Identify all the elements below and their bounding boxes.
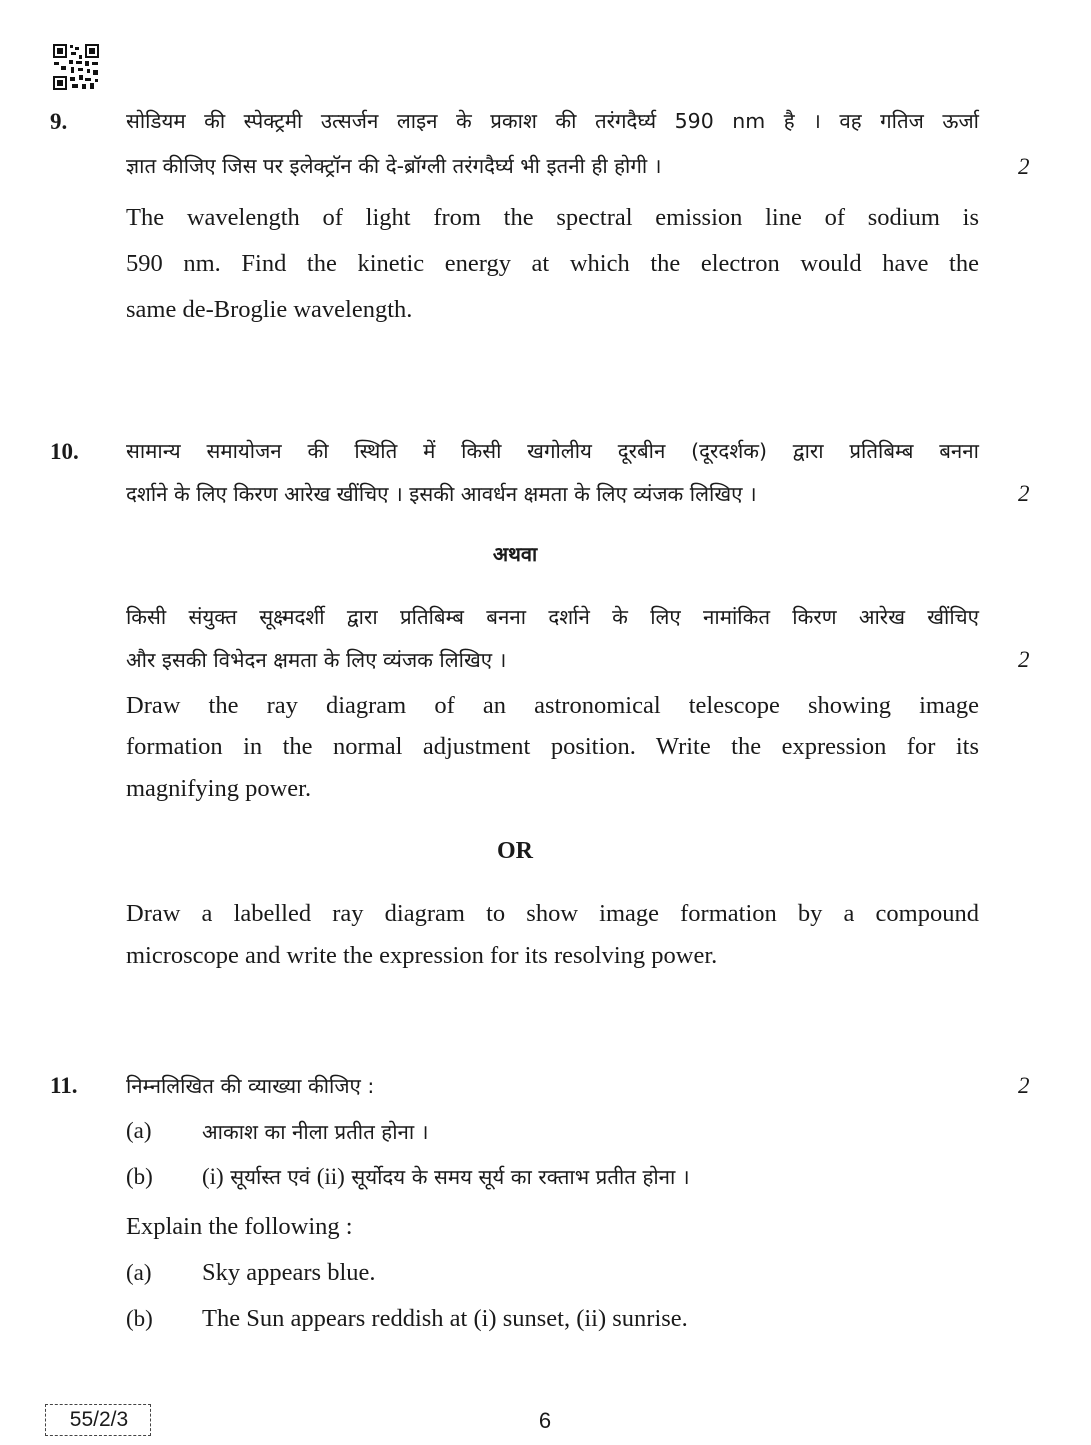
sub-part-text-english: Sky appears blue. xyxy=(202,1259,376,1286)
question-text-hindi: सोडियम की स्पेक्ट्रमी उत्सर्जन लाइन के प्रकाश की तरंगदैर्घ्य 590 nm है । वह गतिज ऊर्जा xyxy=(126,109,979,133)
question-text-hindi: और इसकी विभेदन क्षमता के लिए व्यंजक लिखिए । xyxy=(126,648,507,672)
question-number: 11. xyxy=(50,1073,78,1098)
marks: 2 xyxy=(1018,647,1030,672)
marks: 2 xyxy=(1018,481,1030,506)
sub-part-text-english: The Sun appears reddish at (i) sunset, (ii) sunrise. xyxy=(202,1305,688,1332)
question-text-english: microscope and write the expression for its resolving power. xyxy=(126,942,718,969)
qr-code-icon xyxy=(52,43,100,91)
question-text-english: magnifying power. xyxy=(126,775,312,802)
question-text-english: 590 nm. Find the kinetic energy at which the electron would have the xyxy=(126,250,979,277)
paper-code: 55/2/3 xyxy=(69,1408,129,1431)
paper-code-box xyxy=(45,1404,151,1436)
question-text-english: same de-Broglie wavelength. xyxy=(126,296,413,323)
sub-part-text-hindi xyxy=(202,1163,690,1191)
sub-part-label: (a) xyxy=(126,1260,152,1285)
or-divider-hindi: अथवा xyxy=(492,542,538,566)
question-number: 10. xyxy=(50,439,79,464)
question-text-english: Explain the following : xyxy=(126,1213,353,1240)
question-text-hindi: ज्ञात कीजिए जिस पर इलेक्ट्रॉन की दे-ब्रॉग्ली तरंगदैर्घ्य भी इतनी ही होगी । xyxy=(126,154,662,178)
question-text-hindi: किसी संयुक्त सूक्ष्मदर्शी द्वारा प्रतिबिम्ब बनना दर्शाने के लिए नामांकित किरण आरेख खींचिए xyxy=(126,605,979,629)
question-text-hindi: दर्शाने के लिए किरण आरेख खींचिए । इसकी आवर्धन क्षमता के लिए व्यंजक लिखिए । xyxy=(126,482,757,506)
marks: 2 xyxy=(1018,154,1030,179)
question-number: 9. xyxy=(50,109,68,134)
sub-part-fragment: सूर्यास्त एवं xyxy=(223,1165,317,1189)
question-text-english: Draw a labelled ray diagram to show image formation by a compound xyxy=(126,900,979,927)
marks: 2 xyxy=(1018,1073,1030,1098)
question-text-hindi: सामान्य समायोजन की स्थिति में किसी खगोलीय दूरबीन (दूरदर्शक) द्वारा प्रतिबिम्ब बनना xyxy=(126,439,979,463)
or-divider-english: OR xyxy=(497,838,533,864)
roman-numeral: (ii) xyxy=(316,1164,345,1189)
sub-part-label: (b) xyxy=(126,1306,153,1331)
question-text-hindi: निम्नलिखित की व्याख्या कीजिए : xyxy=(126,1074,375,1098)
roman-numeral: (i) xyxy=(202,1164,224,1189)
question-text-english: The wavelength of light from the spectral emission line of sodium is xyxy=(126,204,979,231)
page-number: 6 xyxy=(538,1408,552,1433)
sub-part-label: (a) xyxy=(126,1118,152,1143)
sub-part-text-hindi: आकाश का नीला प्रतीत होना । xyxy=(202,1120,429,1144)
question-text-english: Draw the ray diagram of an astronomical telescope showing image xyxy=(126,692,979,719)
sub-part-fragment: सूर्योदय के समय सूर्य का रक्ताभ प्रतीत होना । xyxy=(344,1165,690,1189)
sub-part-label: (b) xyxy=(126,1164,153,1189)
question-text-english: formation in the normal adjustment position. Write the expression for its xyxy=(126,733,979,760)
